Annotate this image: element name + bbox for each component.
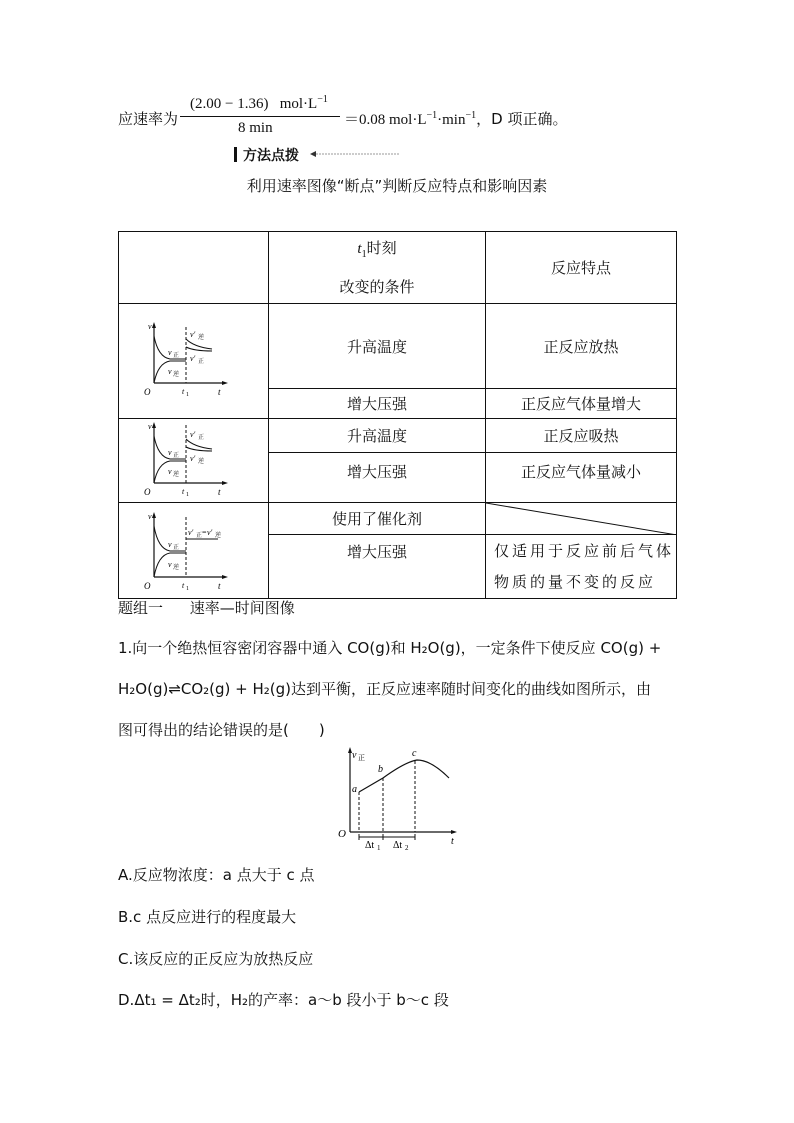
g1-vpz: v′	[189, 354, 195, 363]
option-d: D.Δt₁ = Δt₂时，H₂的产率：a～b 段小于 b～c 段	[118, 991, 449, 1009]
g2-t: t	[217, 486, 221, 497]
row2-condition: 增大压强	[269, 389, 486, 419]
g1-o: O	[143, 387, 150, 397]
qg-b: b	[378, 764, 383, 775]
graph-cell-3	[119, 503, 269, 599]
qg-dt2: Δt	[393, 840, 403, 851]
formula-denominator: 8 min	[238, 120, 273, 136]
sup-1: −1	[317, 94, 328, 105]
g3-vn-sub: 逆	[172, 563, 179, 571]
rate-table	[118, 231, 677, 599]
result-value: ＝0.08 mol·L	[344, 112, 427, 128]
question-line-3: 图可得出的结论错误的是( )	[118, 721, 325, 739]
qg-dt2-sub: 2	[405, 844, 409, 852]
t1-symbol: t	[357, 241, 362, 257]
row3-condition: 升高温度	[269, 419, 486, 453]
g1-v: v	[147, 322, 152, 331]
g1-vpn: v′	[189, 330, 195, 339]
g3-vz-sub: 正	[172, 543, 179, 551]
formula-suffix: ，D 项正确。	[476, 110, 568, 128]
g3-t: t	[217, 580, 221, 591]
g3-vpn: v′	[206, 527, 212, 537]
g3-vz: v	[167, 539, 172, 549]
row2-feature: 正反应气体量增大	[486, 389, 677, 419]
graph-cell-2	[119, 419, 269, 503]
row6-feature	[486, 535, 677, 599]
rate-graph-2	[144, 421, 244, 501]
g3-vpn-sub: 逆	[214, 531, 221, 539]
formula-prefix: 应速率为	[118, 110, 179, 128]
diagonal-line	[486, 503, 677, 535]
g3-v: v	[147, 511, 152, 521]
g2-vpz-sub: 正	[197, 433, 204, 441]
header-condition-text: 改变的条件	[339, 278, 415, 296]
g1-vn: v	[167, 367, 172, 376]
header-time: 时刻	[366, 239, 397, 257]
g2-vpz: v′	[189, 429, 195, 439]
row6-condition: 增大压强	[269, 535, 486, 599]
numerator-value: (2.00 − 1.36)	[190, 96, 269, 112]
row1-condition: 升高温度	[269, 304, 486, 389]
g3-vpz-sub: 正	[195, 531, 202, 539]
formula	[118, 94, 718, 140]
g3-t1: t	[181, 580, 184, 590]
g2-t1-sub: 1	[185, 491, 189, 498]
g1-vn-sub: 逆	[172, 371, 179, 378]
row3-feature: 正反应吸热	[486, 419, 677, 453]
question-graph	[335, 744, 465, 854]
g1-t1-sub: 1	[185, 392, 189, 398]
section-bar	[234, 147, 237, 162]
formula-result	[344, 108, 567, 129]
g3-eq: =	[201, 527, 207, 537]
row6-feature-line2: 物质的量不变的反应	[494, 572, 657, 591]
question-line-1: 1.向一个绝热恒容密闭容器中通入 CO(g)和 H₂O(g)，一定条件下使反应 CO(g) +	[118, 639, 662, 657]
group-label: 题组一	[118, 599, 164, 617]
qg-x: t	[451, 836, 454, 847]
g2-vz: v	[167, 447, 172, 457]
g2-vn: v	[167, 466, 172, 476]
group-heading	[118, 597, 295, 618]
g3-o: O	[143, 580, 150, 591]
qg-c: c	[412, 748, 417, 759]
table-header-empty	[119, 232, 269, 304]
g3-t1-sub: 1	[185, 585, 189, 591]
qg-dt1: Δt	[365, 840, 375, 851]
g1-vz: v	[167, 348, 172, 357]
rate-graph-1	[144, 321, 244, 401]
qg-y-sub: 正	[358, 754, 365, 762]
g1-t: t	[217, 387, 221, 397]
option-b: B.c 点反应进行的程度最大	[118, 908, 297, 926]
qg-origin: O	[338, 828, 346, 840]
option-a: A.反应物浓度：a 点大于 c 点	[118, 866, 315, 884]
g1-vpn-sub: 逆	[197, 334, 204, 341]
question-line-2: H₂O(g)⇌CO₂(g) + H₂(g)达到平衡，正反应速率随时间变化的曲线如图所示，由	[118, 680, 652, 698]
row4-condition: 增大压强	[269, 453, 486, 503]
g3-vn: v	[167, 559, 172, 569]
row5-feature-empty	[486, 503, 677, 535]
section-label-text: 方法点拨	[243, 148, 299, 164]
formula-fraction	[180, 94, 340, 140]
g1-vpz-sub: 正	[197, 358, 204, 365]
g2-v: v	[147, 421, 152, 431]
table-header-condition	[269, 232, 486, 304]
subtitle: 利用速率图像“断点”判断反应特点和影响因素	[246, 177, 548, 195]
row5-condition: 使用了催化剂	[269, 503, 486, 535]
graph-cell-1	[119, 304, 269, 419]
t1-sub: 1	[361, 249, 367, 260]
row1-feature: 正反应放热	[486, 304, 677, 389]
qg-dt1-sub: 1	[377, 844, 381, 852]
qg-y: v	[352, 750, 357, 761]
sup-3: −1	[465, 110, 477, 121]
section-arrow-line	[310, 149, 400, 159]
g2-vpn: v′	[189, 453, 195, 463]
option-c: C.该反应的正反应为放热反应	[118, 950, 314, 968]
g1-vz-sub: 正	[172, 352, 179, 359]
numerator-unit: mol·L	[279, 96, 318, 112]
g2-vpn-sub: 逆	[197, 457, 204, 465]
row4-feature: 正反应气体量减小	[486, 453, 677, 503]
min-unit: ·min	[437, 112, 466, 128]
sup-2: −1	[426, 110, 438, 121]
fraction-bar	[180, 116, 340, 117]
g3-vpz: v′	[187, 527, 193, 537]
table-header-feature: 反应特点	[486, 232, 677, 304]
g2-t1: t	[181, 486, 184, 496]
row6-feature-line1: 仅适用于反应前后气体	[494, 541, 675, 560]
g2-vz-sub: 正	[172, 451, 179, 459]
g1-t1: t	[181, 387, 184, 396]
rate-graph-3	[144, 511, 244, 591]
g2-o: O	[143, 486, 150, 497]
group-title: 速率—时间图像	[189, 599, 295, 617]
formula-numerator	[190, 94, 328, 113]
g2-vn-sub: 逆	[172, 470, 179, 478]
qg-a: a	[352, 784, 357, 795]
